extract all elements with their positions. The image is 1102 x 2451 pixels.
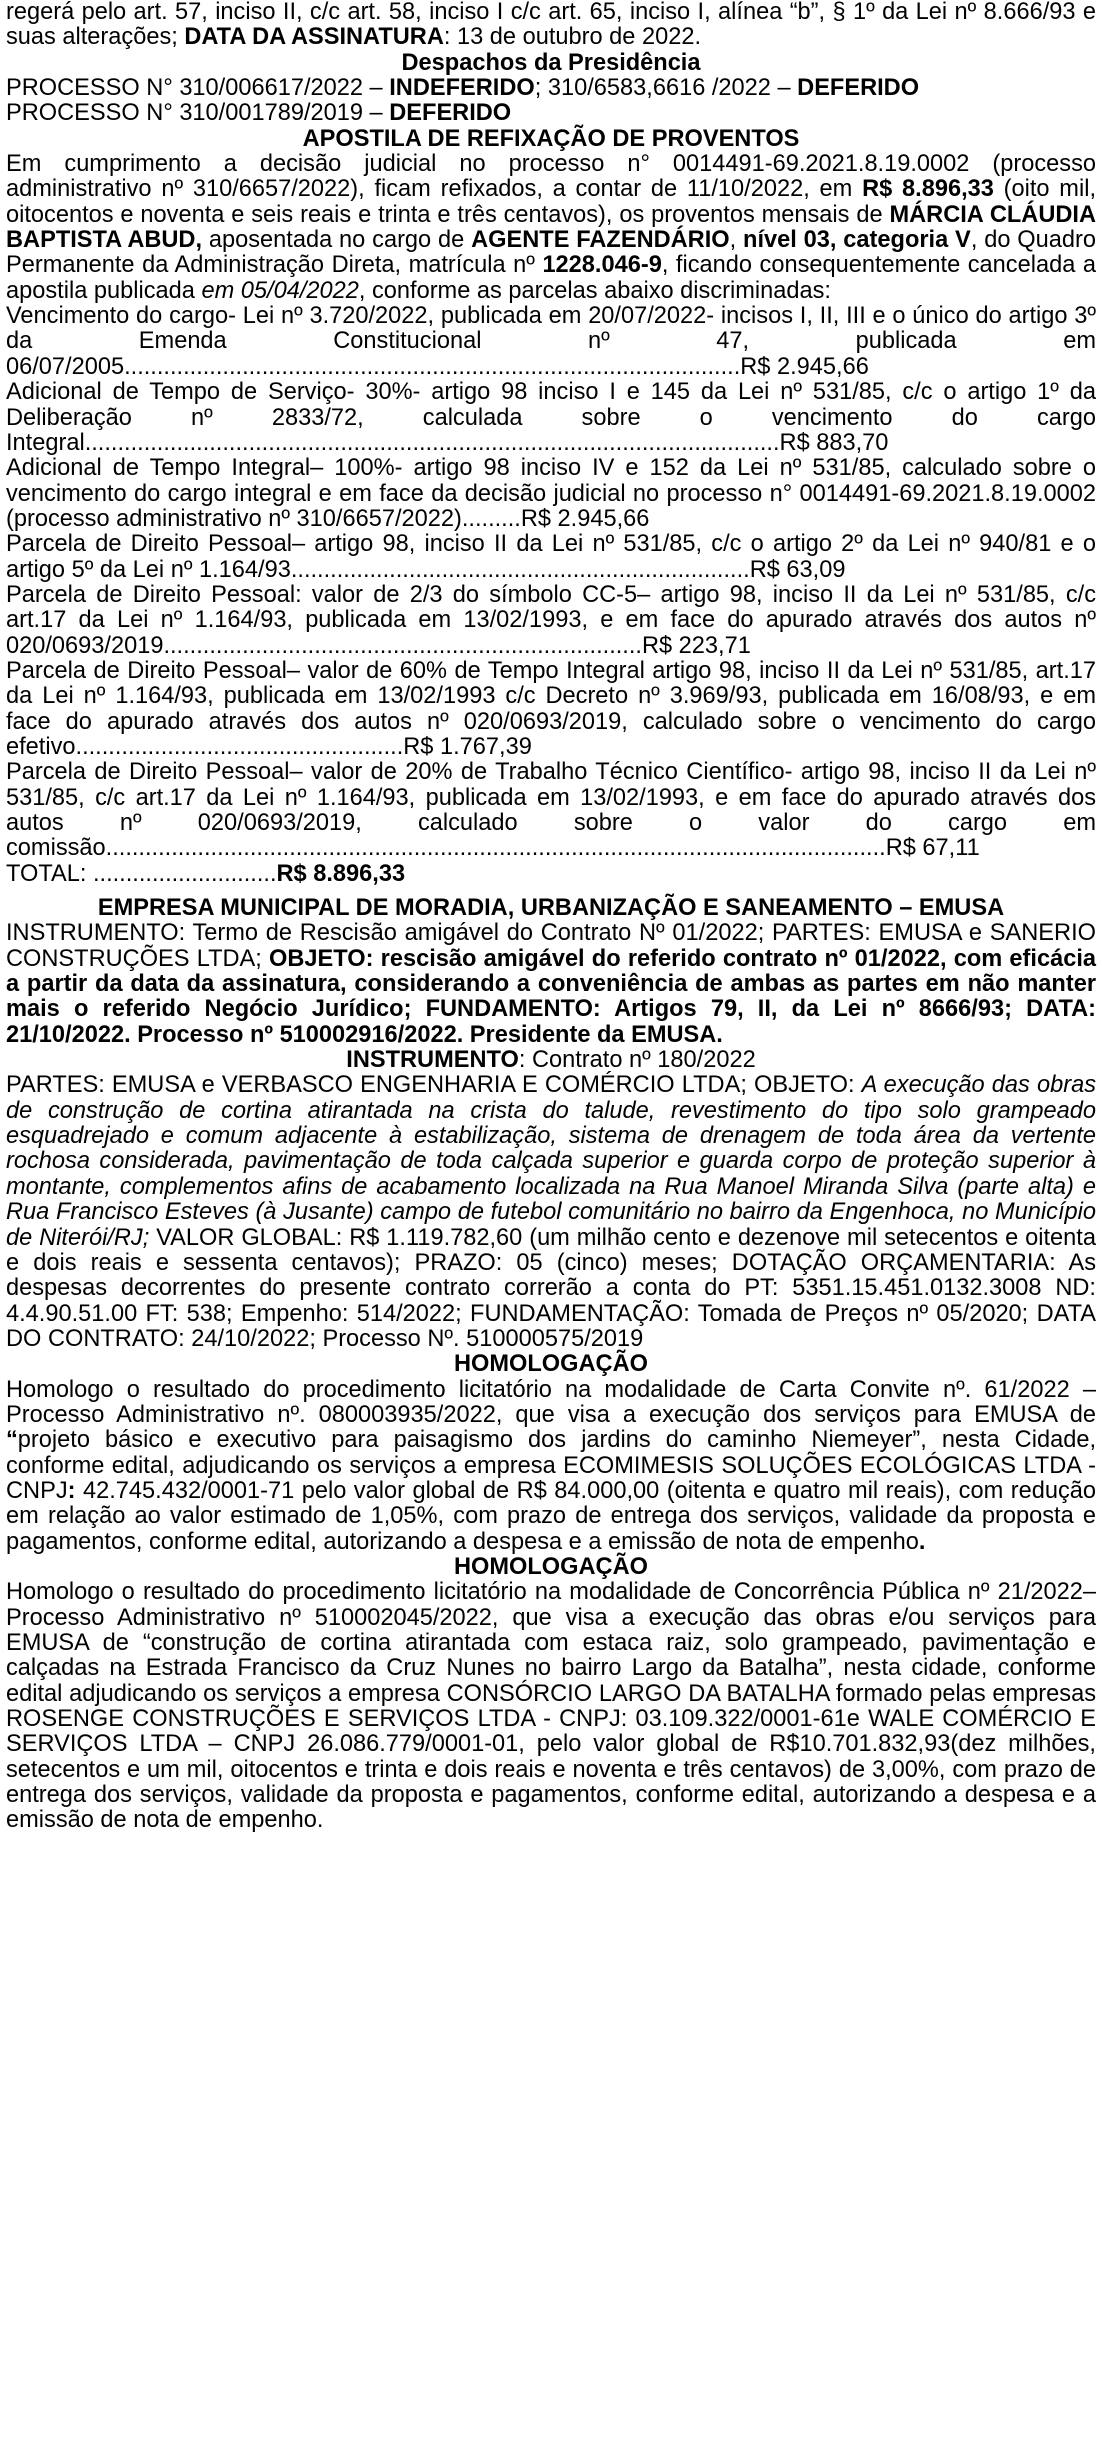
job-level: nível 03, categoria V: [743, 227, 971, 254]
homologacao-paragraph: Homologo o resultado do procedimento licitatório na modalidade de Concorrência Pública nº 21/2022– Processo Administrativo nº 510002045/2022, que visa a execução das obras e/ou serviços para EMUSA de “construção de cortina atirantada com estaca raiz, solo grampeado, pavimentação e calçadas na Estrada Francisco da Cruz Nunes no bairro Largo da Batalha”, nesta cidade, conforme edital adjudicando os serviços a empresa CONSÓRCIO LARGO DA BATALHA formado pelas empresas ROSENGE CONSTRUÇÕES E SERVIÇOS LTDA - CNPJ: 03.109.322/0001-61e WALE COMÉRCIO E SERVIÇOS LTDA – CNPJ 26.086.779/0001-01, pelo valor global de R$10.701.832,93(dez milhões, setecentos e um mil, oitocentos e trinta e dois reais e noventa e três centavos) de 3,00%, com prazo de entrega dos serviços, validade da proposta e pagamentos, conforme edital, autorizando a despesa e a emissão de nota de empenho.: [6, 1579, 1096, 1834]
contract-tail-paragraph: [6, 0, 1096, 51]
publication-date: em 05/04/2022: [201, 277, 359, 304]
list-item: Parcela de Direito Pessoal– valor de 20% de Trabalho Técnico Científico- artigo 98, inciso II da Lei nº 531/85, c/c art.17 da Lei nº 1.164/93, publicada em 13/02/1993, e em face do apurado através dos autos nº 020/0693/2019, calculado sobre o valor do cargo em comissão.......................................................................................................................R$ 67,11: [6, 759, 1096, 862]
section-title-homologacao: HOMOLOGAÇÃO: [454, 1553, 648, 1580]
process-line: [6, 101, 1096, 126]
text-run: PROCESSO N° 310/006617/2022 –: [6, 75, 390, 102]
section-title-instrumento: INSTRUMENTO: Contrato nº 180/2022: [346, 1047, 756, 1074]
text-run: regerá pelo art. 57, inciso II, c/c art. 58, inciso I c/c art. 65, inciso I, alínea “b”, § 1º da Lei nº 8.666/93 e suas alterações;: [6, 0, 1096, 51]
section-title-apostila: APOSTILA DE REFIXAÇÃO DE PROVENTOS: [302, 125, 800, 152]
status-label: INDEFERIDO: [389, 75, 535, 102]
list-item: Parcela de Direito Pessoal: valor de 2/3 do símbolo CC-5– artigo 98, inciso II da Lei nº 531/85, c/c art.17 da Lei nº 1.164/93, publicada em 13/02/1993, e em face do apurado através dos autos nº 020/0693/2019.........................................................................R$ 223,71: [6, 581, 1096, 659]
homologacao-paragraph: Homologo o resultado do procedimento licitatório na modalidade de Carta Convite nº. 61/2022 – Processo Administrativo nº. 080003935/2022, que visa a execução dos serviços para EMUSA de “projeto básico e executivo para paisagismo dos jardins do caminho Niemeyer”, nesta Cidade, conforme edital, adjudicando os serviços a empresa ECOMIMESIS SOLUÇÕES ECOLÓGICAS LTDA - CNPJ: 42.745.432/0001-71 pelo valor global de R$ 84.000,00 (oitenta e quatro mil reais), com redução em relação ao valor estimado de 1,05%, com prazo de entrega dos serviços, validade da proposta e pagamentos, conforme edital, autorizando a despesa e a emissão de nota de empenho.: [6, 1376, 1096, 1555]
registration-number: 1228.046-9: [542, 252, 662, 279]
process-line: [6, 76, 1096, 101]
beneficiary-name: MÁRCIA CLÁUDIA BAPTISTA ABUD,: [6, 201, 1096, 254]
list-item: Parcela de Direito Pessoal– artigo 98, inciso II da Lei nº 531/85, c/c o artigo 2º da Lei nº 940/81 e o artigo 5º da Lei nº 1.164/93......................................................................R$ 63,09: [6, 531, 1096, 583]
total-line: TOTAL: ............................R$ 8.896,33: [6, 860, 406, 887]
amount-value: R$ 8.896,33: [862, 176, 994, 203]
status-label: DEFERIDO: [797, 75, 920, 102]
text-run: ; 310/6583,6616 /2022 –: [534, 75, 798, 102]
text-run: PROCESSO N° 310/001789/2019 –: [6, 100, 390, 127]
contrato-paragraph: PARTES: EMUSA e VERBASCO ENGENHARIA E COMÉRCIO LTDA; OBJETO: A execução das obras de construção de cortina atirantada na crista do talude, revestimento do tipo solo grampeado esquadrejado e comum adjacente à estabilização, sistema de drenagem de toda área da vertente rochosa considerada, pavimentação de toda calçada superior e guarda corpo de proteção superior à montante, complementos afins de acabamento localizada na Rua Manoel Miranda Silva (parte alta) e Rua Francisco Esteves (à Jusante) campo de futebol comunitário no bairro da Engenhoca, no Município de Niterói/RJ; VALOR GLOBAL: R$ 1.119.782,60 (um milhão cento e dezenove mil setecentos e oitenta e dois reais e sessenta centavos); PRAZO: 05 (cinco) meses; DOTAÇÃO ORÇAMENTARIA: As despesas decorrentes do presente contrato correrão a conta do PT: 5351.15.451.0132.3008 ND: 4.4.90.51.00 FT: 538; Empenho: 514/2022; FUNDAMENTAÇÃO: Tomada de Preços nº 05/2020; DATA DO CONTRATO: 24/10/2022; Processo Nº. 510000575/2019: [6, 1072, 1096, 1352]
rescisao-paragraph: INSTRUMENTO: Termo de Rescisão amigável do Contrato Nº 01/2022; PARTES: EMUSA e SANERIO CONSTRUÇÕES LTDA; OBJETO: rescisão amigável do referido contrato nº 01/2022, com eficácia a partir da data da assinatura, considerando a conveniência de ambas as partes em não manter mais o referido Negócio Jurídico; FUNDAMENTO: Artigos 79, II, da Lei nº 8666/93; DATA: 21/10/2022. Processo nº 510002916/2022. Presidente da EMUSA.: [6, 920, 1096, 1048]
apostila-intro-paragraph: Em cumprimento a decisão judicial no processo n° 0014491-69.2021.8.19.0002 (processo administrativo nº 310/6657/2022), ficam refixados, a contar de 11/10/2022, em R$ 8.896,33 (oito mil, oitocentos e noventa e seis reais e trinta e três centavos), os proventos mensais de MÁRCIA CLÁUDIA BAPTISTA ABUD, aposentada no cargo de AGENTE FAZENDÁRIO, nível 03, categoria V, do Quadro Permanente da Administração Direta, matrícula nº 1228.046-9, ficando consequentemente cancelada a apostila publicada em 05/04/2022, conforme as parcelas abaixo discriminadas:: [6, 151, 1097, 304]
list-item: Adicional de Tempo de Serviço- 30%- artigo 98 inciso I e 145 da Lei nº 531/85, c/c o artigo 1º da Deliberação nº 2833/72, calculada sobre o vencimento do cargo Integral..........................................................................................................R$ 883,70: [6, 379, 1096, 456]
total-value: R$ 8.896,33: [276, 860, 406, 887]
job-title: AGENTE FAZENDÁRIO: [471, 227, 730, 254]
list-item: Adicional de Tempo Integral– 100%- artigo 98 inciso IV e 152 da Lei nº 531/85, calculado sobre o vencimento do cargo integral e em face da decisão judicial no processo n° 0014491-69.2021.8.19.0002 (processo administrativo nº 310/6657/2022).........R$ 2.945,66: [6, 455, 1096, 532]
list-item: Vencimento do cargo- Lei nº 3.720/2022, publicada em 20/07/2022- incisos I, II, III e o único do artigo 3º da Emenda Constitucional nº 47, publicada em 06/07/2005..............................................................................................R$ 2.945,66: [6, 303, 1096, 380]
status-label: DEFERIDO: [389, 100, 512, 127]
section-title-homologacao: HOMOLOGAÇÃO: [454, 1351, 648, 1378]
objeto-text: A execução das obras de construção de cortina atirantada na crista do talude, revestimento do tipo solo grampeado esquadrejado e comum adjacente à estabilização, sistema de drenagem de toda área da vertente rochosa considerada, pavimentação de toda calçada superior e guarda corpo de proteção superior à montante, complementos afins de acabamento localizada na Rua Manoel Miranda Silva (parte alta) e Rua Francisco Esteves (à Jusante) campo de futebol comunitário no bairro da Engenhoca, no Município de Niterói/RJ;: [6, 1072, 1096, 1251]
signature-date-value: : 13 de outubro de 2022.: [443, 24, 701, 51]
section-title-emusa: EMPRESA MUNICIPAL DE MORADIA, URBANIZAÇÃO E SANEAMENTO – EMUSA: [97, 895, 1005, 922]
section-title-despachos: Despachos da Presidência: [401, 49, 701, 76]
list-item: Parcela de Direito Pessoal– valor de 60% de Tempo Integral artigo 98, inciso II da Lei nº 531/85, art.17 da Lei nº 1.164/93, publicada em 13/02/1993 c/c Decreto nº 3.969/93, publicada em 16/08/93, e em face do apurado através dos autos nº 020/0693/2019, calculado sobre o vencimento do cargo efetivo..................................................R$ 1.767,39: [6, 657, 1096, 760]
signature-date-label: DATA DA ASSINATURA: [184, 24, 444, 51]
